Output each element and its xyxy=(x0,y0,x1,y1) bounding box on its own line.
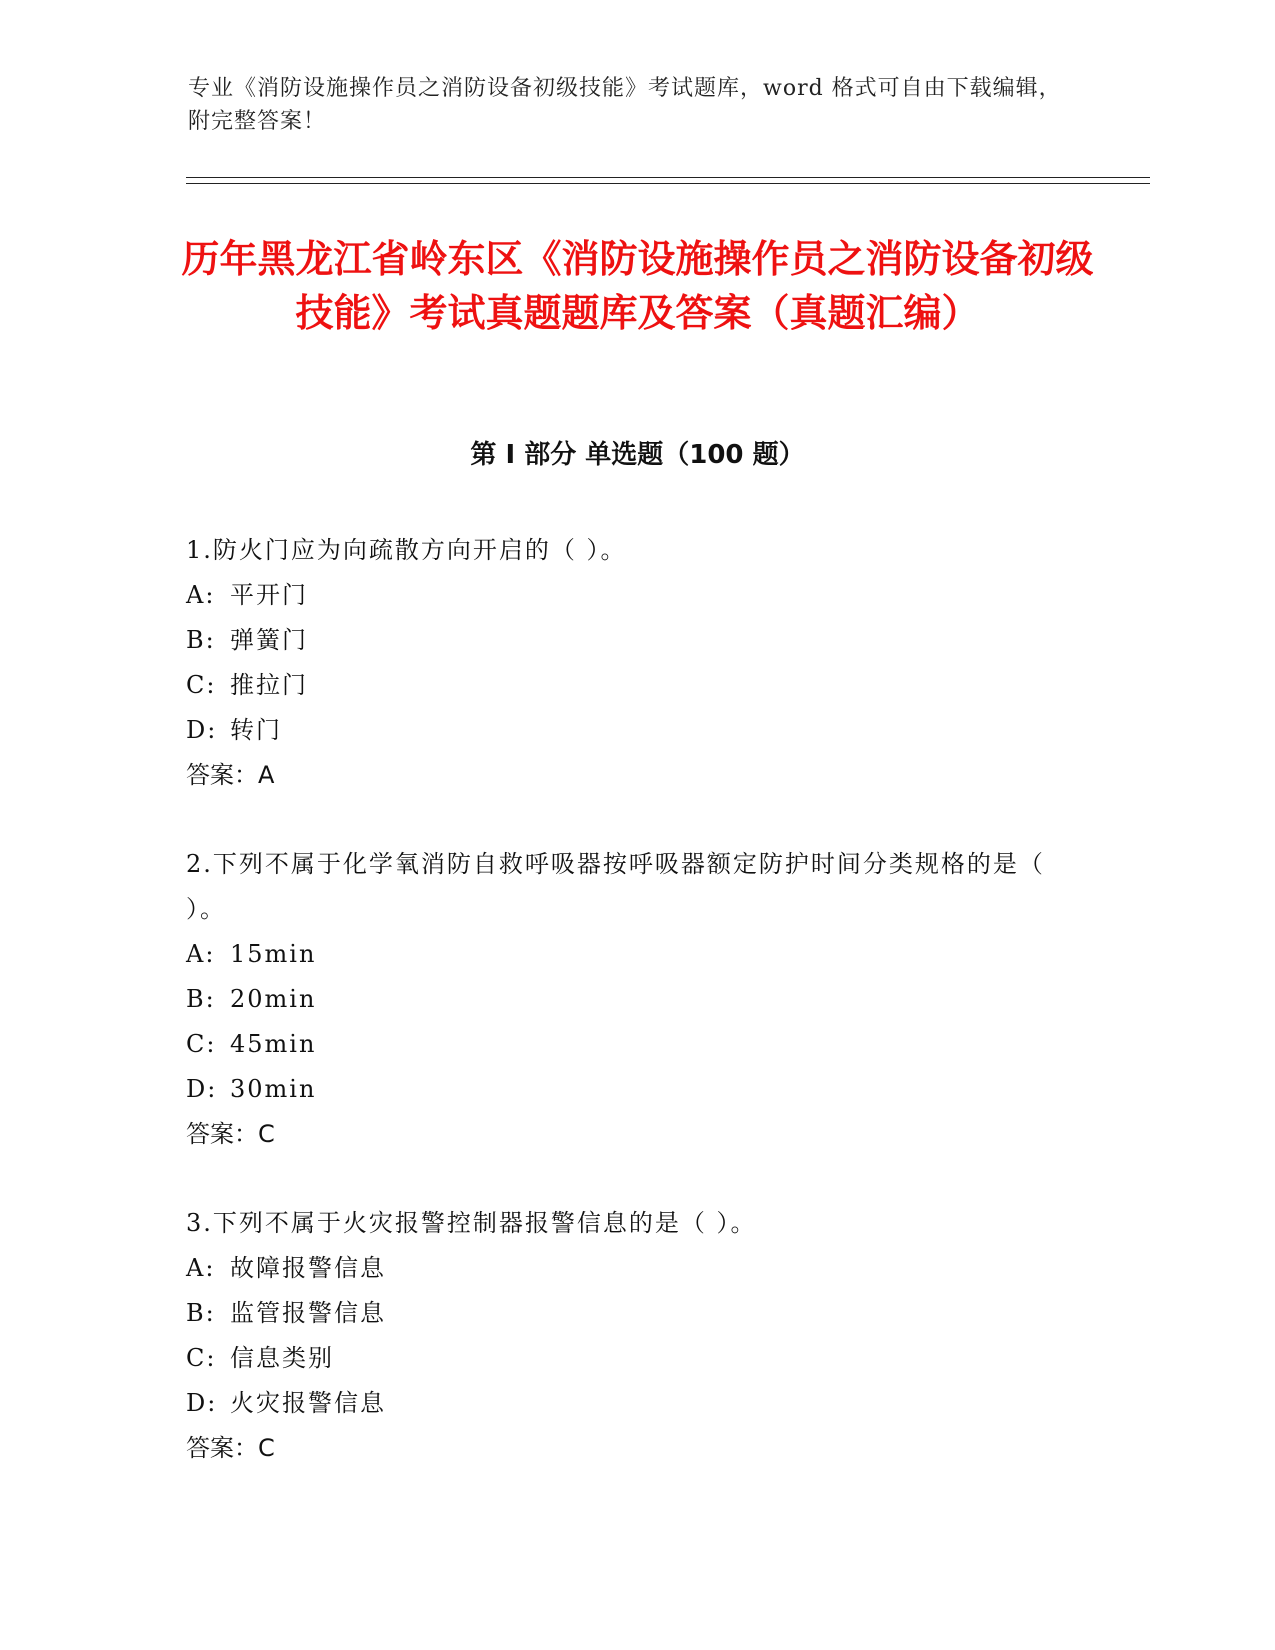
option-key: D: xyxy=(186,1075,218,1103)
option-text: 监管报警信息 xyxy=(230,1299,386,1327)
option-key: B: xyxy=(186,1299,216,1327)
option-key: D: xyxy=(186,1389,218,1417)
answer-line: 答案：C xyxy=(186,1434,275,1462)
option-b xyxy=(186,618,1066,663)
option-key: C: xyxy=(186,1344,217,1372)
document-title: 历年黑龙江省岭东区《消防设施操作员之消防设备初级技能》考试真题题库及答案（真题汇编） xyxy=(181,237,1094,335)
question-stem: 2.下列不属于化学氧消防自救呼吸器按呼吸器额定防护时间分类规格的是（ ）。 xyxy=(186,850,1045,923)
option-c xyxy=(186,1336,1066,1381)
option-b xyxy=(186,977,1066,1022)
option-key: B: xyxy=(186,985,216,1013)
option-d xyxy=(186,708,1066,753)
option-d xyxy=(186,1067,1066,1112)
option-text: 平开门 xyxy=(230,581,308,609)
option-text: 20min xyxy=(230,985,317,1013)
question-2 xyxy=(186,842,1066,1157)
option-text: 推拉门 xyxy=(230,671,308,699)
answer-line: 答案：C xyxy=(186,1120,275,1148)
question-3 xyxy=(186,1201,1066,1471)
option-a xyxy=(186,573,1066,618)
option-key: A: xyxy=(186,940,216,968)
option-key: B: xyxy=(186,626,216,654)
option-a xyxy=(186,1246,1066,1291)
option-key: A: xyxy=(186,1254,216,1282)
header-note: 专业《消防设施操作员之消防设备初级技能》考试题库，word 格式可自由下载编辑，附完整答案！ xyxy=(188,76,1062,134)
header-divider-bottom xyxy=(186,183,1150,184)
option-key: D: xyxy=(186,716,218,744)
question-1 xyxy=(186,528,1066,798)
option-text: 信息类别 xyxy=(230,1344,334,1372)
answer-line: 答案：A xyxy=(186,761,275,789)
option-b xyxy=(186,1291,1066,1336)
option-key: A: xyxy=(186,581,216,609)
option-text: 15min xyxy=(230,940,317,968)
option-key: C: xyxy=(186,1030,217,1058)
option-text: 45min xyxy=(230,1030,317,1058)
option-c xyxy=(186,663,1066,708)
header-divider-top xyxy=(186,177,1150,178)
question-stem: 1.防火门应为向疏散方向开启的（ ）。 xyxy=(186,536,627,564)
option-text: 故障报警信息 xyxy=(230,1254,386,1282)
option-text: 转门 xyxy=(230,716,282,744)
option-text: 火灾报警信息 xyxy=(230,1389,386,1417)
option-a xyxy=(186,932,1066,977)
question-stem: 3.下列不属于火灾报警控制器报警信息的是（ ）。 xyxy=(186,1209,757,1237)
option-c xyxy=(186,1022,1066,1067)
option-d xyxy=(186,1381,1066,1426)
question-list xyxy=(186,528,1066,1515)
option-key: C: xyxy=(186,671,217,699)
option-text: 弹簧门 xyxy=(230,626,308,654)
option-text: 30min xyxy=(230,1075,317,1103)
section-title: 第 I 部分 单选题（100 题） xyxy=(470,440,805,470)
